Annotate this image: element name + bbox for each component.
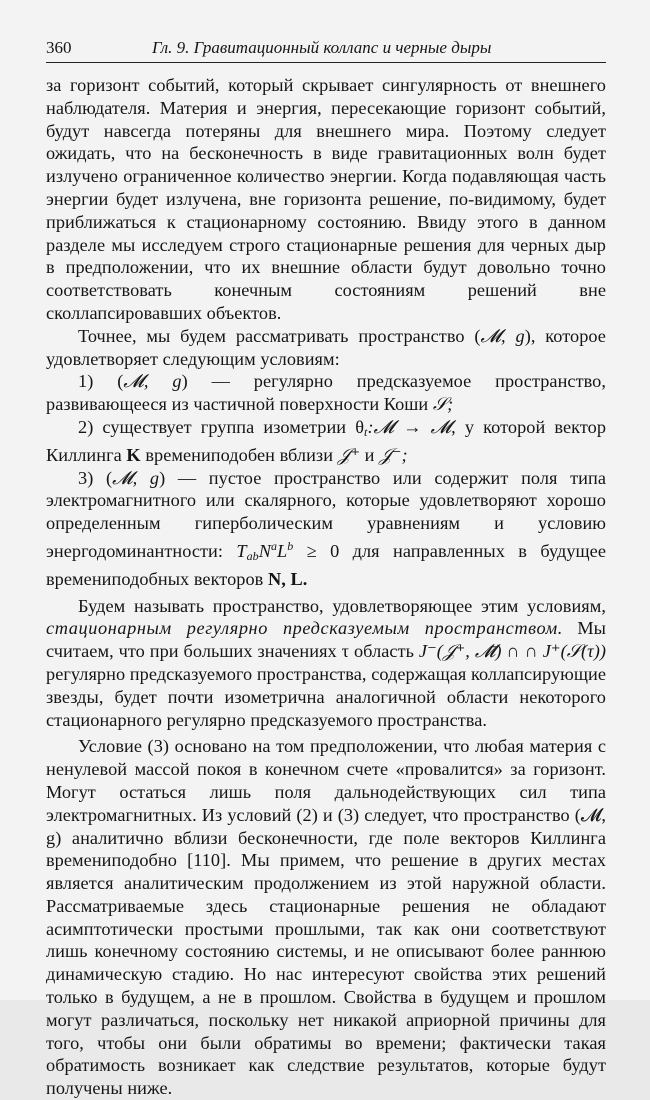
paragraph-1: за горизонт событий, который скрывает сингулярность от внешнего наблюдателя. Материя и энергия, пересекающие горизонт событий, будут навсегда потеряны для внешнего мира. Поэтому следует ожидать, что на бесконечность в виде гравитационных волн будет излучено ограниченное количество энергии. Когда подавляющая часть энергии будет излучена, вне горизонта решение, по-видимому, будет приближаться к стационарному состоянию. Ввиду этого в данном разделе мы исследуем строго стационарные решения для черных дыр в предположении, что их внешние области будут довольно точно соответствовать конечным состояниям решений вне сколлапсировавших объектов.	[46, 75, 606, 323]
page-header	[46, 38, 606, 63]
body-text	[46, 74, 606, 1100]
condition-2: 2) существует группа изометрии $\theta_t:𝓜$ → 𝓜, у которой вектор Киллинга K времениподобен вблизи 𝒥⁺ и 𝒥⁻;	[46, 416, 607, 465]
cauchy-surface-symbol: 𝒮;	[432, 394, 454, 415]
killing-vector-symbol: K	[126, 444, 141, 465]
paragraph-4: Условие (3) основано на том предположении, что любая материя с ненулевой массой покоя в конечном счете «провалится» за горизонт. Могут остаться лишь поля дальнодействующих сил типа электромагнитных. Из условий (2) и (3) следует, что пространство (𝓜, g) аналитично вблизи бесконечности, где поле векторов Киллинга времениподобно [110]. Мы примем, что решение в других местах является аналитическим продолжением из этой наружной области. Рассматриваемые здесь стационарные решения не обладают асимптотически простыми прошлыми, так как они соответствуют лишь конечному состоянию системы, и не описывают более раннюю динамическую стадию. Но нас интересуют свойства этих решений только в будущем, а не в прошлом. Свойства в будущем и прошлом могут различаться, поскольку нет никакой априорной причины для того, чтобы они были обратимы во времени; фактически такая обратимость возникает как следствие результатов, которые будут получены ниже.	[46, 736, 606, 1099]
paragraph-2: Точнее, мы будем рассматривать пространство (𝓜, g), которое удовлетворяет следующим условиям:	[46, 325, 606, 369]
running-title: Гл. 9. Гравитационный коллапс и черные дыры	[152, 38, 492, 57]
condition-3: 3) (𝓜, g) — пустое пространство или содержит поля типа электромагнитного или скалярного, которые удовлетворяют хорошо определенным гиперболическим уравнениям и условию энергодоминантности: $T_{ab}N^aL^b \ge 0$ для направленных в будущее времениподобных векторов N, L.	[46, 467, 607, 589]
condition-1: 1) (𝓜, g) — регулярно предсказуемое пространство, развивающееся из частичной поверхности Коши 𝒮;	[46, 371, 606, 415]
definition-term: стационарным регулярно предсказуемым пространством.	[46, 618, 563, 639]
page-number: 360	[46, 38, 72, 57]
energy-condition-formula: $T_{ab}N^aL^b$	[236, 538, 294, 563]
paragraph-3: Будем называть пространство, удовлетворяющее этим условиям, стационарным регулярно предсказуемым пространством. Мы считаем, что при больших значениях τ область J⁻(𝒥⁺, 𝓜̄) ∩ ∩ J⁺(𝒮(τ)) регулярно предсказуемого пространства, содержащая коллапсирующие звезды, будет почти изометрична аналогичной области некоторого стационарного регулярно предсказуемого пространства.	[46, 595, 606, 730]
spacetime-pair: 𝓜, g	[480, 325, 525, 346]
